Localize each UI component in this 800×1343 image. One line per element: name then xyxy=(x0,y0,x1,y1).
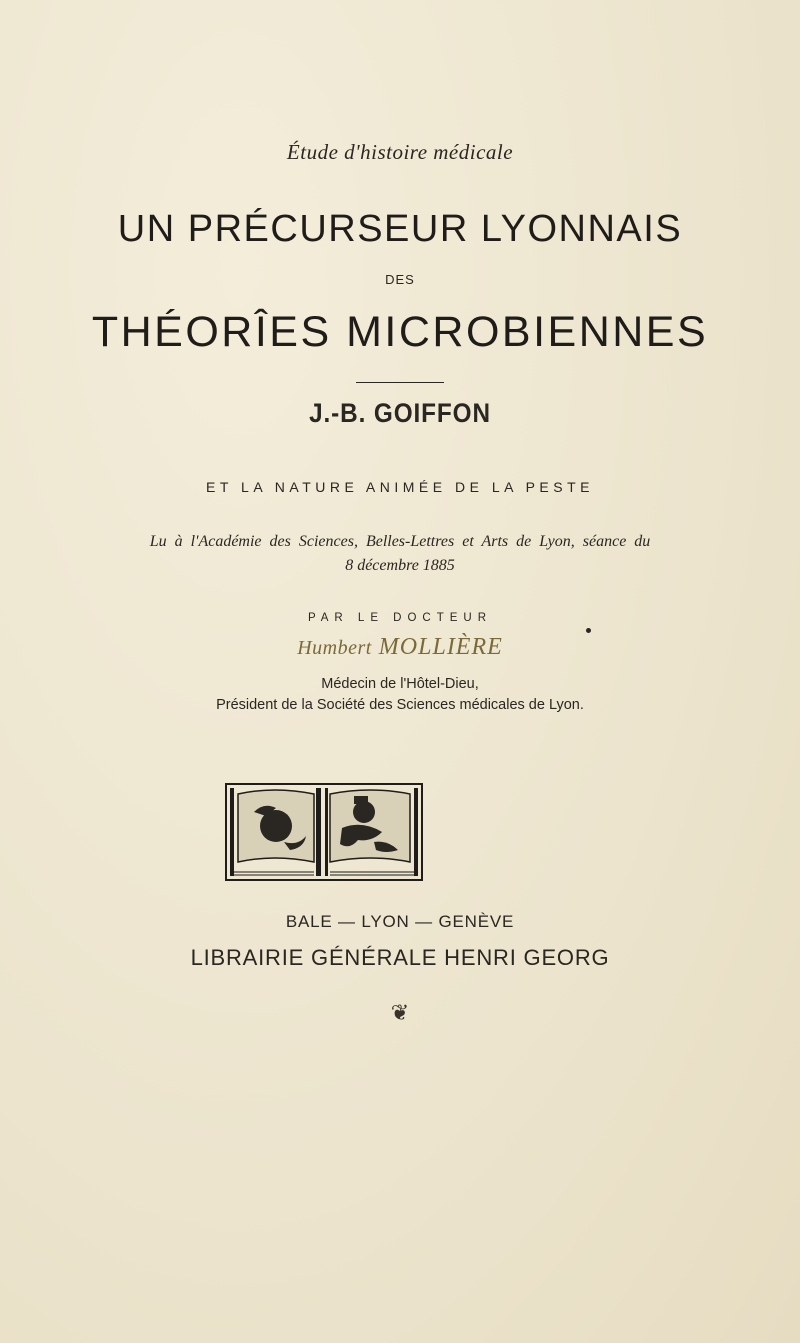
publisher-device-icon xyxy=(224,782,424,882)
publishing-cities: BALE — LYON — GENÈVE xyxy=(285,912,515,931)
title-line-2: THÉORÎES MICROBIENNES xyxy=(91,308,709,356)
author-subtitle: ET LA NATURE ANIMÉE DE LA PESTE xyxy=(206,479,594,495)
title-connector: DES xyxy=(385,272,415,287)
publisher-name: LIBRAIRIE GÉNÉRALE HENRI GEORG xyxy=(190,945,610,970)
fleuron-icon: ❦ xyxy=(390,1000,410,1025)
doctor-role-1: Médecin de l'Hôtel-Dieu, xyxy=(321,676,479,692)
series-subtitle: Étude d'histoire médicale xyxy=(286,140,514,164)
doctor-role-2: Président de la Société des Sciences médicales de Lyon. xyxy=(216,697,584,713)
doctor-first-name: Humbert xyxy=(297,637,372,659)
divider-rule xyxy=(356,382,444,383)
author-name: J.-B. GOIFFON xyxy=(309,398,491,428)
ink-speck xyxy=(586,628,591,633)
by-line: PAR LE DOCTEUR xyxy=(307,612,493,624)
doctor-last-name: MOLLIÈRE xyxy=(378,634,503,660)
doctor-name xyxy=(0,634,800,661)
reading-date: 8 décembre 1885 xyxy=(345,557,455,574)
title-line-1: UN PRÉCURSEUR LYONNAIS xyxy=(117,208,683,250)
reading-note: Lu à l'Académie des Sciences, Belles-Lettres et Arts de Lyon, séance du xyxy=(149,533,651,550)
